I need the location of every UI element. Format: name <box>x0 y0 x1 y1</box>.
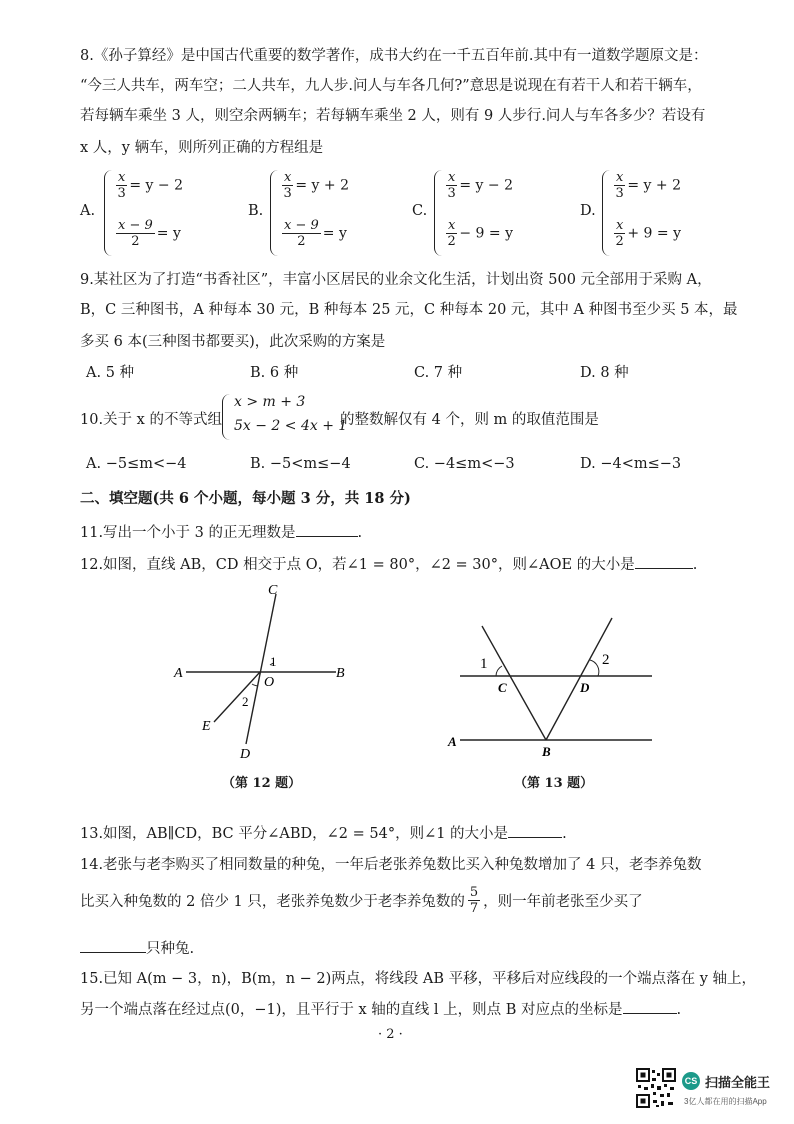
inequality-system <box>222 394 348 440</box>
answer-blank[interactable] <box>635 568 693 569</box>
equation-system: $\frac{x}{3}$ = y + 2 $\frac{x}{2}$ + 9 = y <box>602 170 722 256</box>
q10-suffix: 的整数解仅有 4 个，则 m 的取值范围是 <box>340 412 599 428</box>
q10-option-b: B. −5<m≤−4 <box>250 456 351 472</box>
qr-code-icon <box>636 1068 676 1108</box>
label-angle-1: 1 <box>270 654 277 669</box>
label-angle-1: 1 <box>480 656 488 672</box>
brace <box>270 170 279 256</box>
scanner-tagline: 3亿人都在用的扫描App <box>684 1097 767 1106</box>
q15-end: . <box>676 1002 682 1018</box>
q12-end: . <box>692 557 698 573</box>
q14-line2 <box>80 885 643 916</box>
q8-line3: 若每辆车乘坐 3 人，则空余两辆车；若每辆车乘坐 2 人，则有 9 人步行.问人与车各多少？若设有 <box>80 108 706 124</box>
q15-line1: 15.已知 A(m − 3，n)，B(m，n − 2)两点，将线段 AB 平移，平移后对应线段的一个端点落在 y 轴上， <box>80 971 757 987</box>
figure-12 <box>160 580 380 780</box>
label-o: O <box>264 675 275 690</box>
ray-oe <box>214 672 260 722</box>
q12-text: 12.如图，直线 AB，CD 相交于点 O，若∠1 = 80°，∠2 = 30°，则∠AOE 的大小是 <box>80 557 635 573</box>
answer-blank[interactable] <box>623 1013 677 1014</box>
q13 <box>80 822 567 843</box>
inequality-2: 5x − 2 < 4x + 1 <box>234 418 348 434</box>
label-d: D <box>240 747 251 762</box>
q8-line2: “今三人共车，两车空；二人共车，九人步.问人与车各几何?”意思是说现在有若干人和若干辆车， <box>80 78 702 94</box>
scanner-logo-icon: CS <box>682 1072 700 1090</box>
answer-blank[interactable] <box>296 536 358 537</box>
label-c: C <box>498 680 507 695</box>
q8-line4: x 人，y 辆车，则所列正确的方程组是 <box>80 140 324 156</box>
q9-option-d: D. 8 种 <box>580 365 629 381</box>
equation-system: $\frac{x}{3}$ = y + 2 $\frac{x - 9}{2}$ = y <box>270 170 390 256</box>
q10-option-a: A. −5≤m<−4 <box>86 456 187 472</box>
label-angle-2: 2 <box>242 694 249 709</box>
q8-line1: 8.《孙子算经》是中国古代重要的数学著作，成书大约在一千五百年前.其中有一道数学题原文是： <box>80 48 708 64</box>
angle-2-arc <box>590 660 599 676</box>
q13-end: . <box>562 826 567 842</box>
answer-blank[interactable] <box>80 952 146 953</box>
q10-option-c: C. −4≤m<−3 <box>414 456 515 472</box>
inequality-1: x > m + 3 <box>234 394 306 410</box>
q9-line2: B，C 三种图书，A 种每本 30 元，B 种每本 25 元，C 种每本 20 元，其中 A 种图书至少买 5 本，最 <box>80 302 738 318</box>
section-heading: 二、填空题(共 6 个小题，每小题 3 分，共 18 分) <box>80 490 411 507</box>
q10-option-d: D. −4<m≤−3 <box>580 456 682 472</box>
q14-line3 <box>80 937 194 958</box>
caption-fig12: （第 12 题） <box>222 776 302 791</box>
brace <box>602 170 611 256</box>
q15-line2 <box>80 998 681 1019</box>
q10-prefix: 10.关于 x 的不等式组 <box>80 412 222 428</box>
label-angle-2: 2 <box>602 652 610 668</box>
q9-option-a: A. 5 种 <box>86 365 135 381</box>
option-label: A. <box>80 203 96 219</box>
q9-option-b: B. 6 种 <box>250 365 299 381</box>
segment-b-left <box>482 626 546 740</box>
page-number: · 2 · <box>378 1027 403 1042</box>
brace <box>222 394 231 440</box>
q12 <box>80 553 697 574</box>
label-b: B <box>542 744 551 759</box>
q14-line2b: ，则一年前老张至少买了 <box>483 894 643 910</box>
q14-line1: 14.老张与老李购买了相同数量的种兔，一年后老张养兔数比买入种兔数增加了 4 只，老李养兔数 <box>80 857 702 873</box>
scanner-brand: 扫描全能王 <box>705 1075 771 1090</box>
option-label: C. <box>412 203 428 219</box>
q13-text: 13.如图，AB∥CD，BC 平分∠ABD，∠2 = 54°，则∠1 的大小是 <box>80 826 509 842</box>
answer-blank[interactable] <box>508 837 562 838</box>
fraction-5-7: $\frac{5}{7}$ <box>469 885 479 916</box>
q14-line2a: 比买入种兔数的 2 倍少 1 只，老张养兔数少于老李养兔数的 <box>80 894 465 910</box>
label-a: A <box>174 666 183 681</box>
line-cd <box>246 594 276 744</box>
q9-option-c: C. 7 种 <box>414 365 463 381</box>
label-d: D <box>580 680 590 695</box>
q11 <box>80 521 362 542</box>
label-e: E <box>202 719 211 734</box>
q11-text: 11.写出一个小于 3 的正无理数是 <box>80 525 296 541</box>
brace <box>434 170 443 256</box>
brace <box>104 170 113 256</box>
label-b: B <box>336 666 345 681</box>
segment-b-right <box>546 618 612 740</box>
angle-1-arc <box>496 666 502 676</box>
q11-end: . <box>357 525 363 541</box>
label-c: C <box>268 583 278 598</box>
option-label: B. <box>248 203 264 219</box>
label-a: A <box>448 734 457 749</box>
q9-line3: 多买 6 本(三种图书都要买)，此次采购的方案是 <box>80 334 386 350</box>
caption-fig13: （第 13 题） <box>514 776 594 791</box>
equation-system: $\frac{x}{3}$ = y − 2 $\frac{x - 9}{2}$ = y <box>104 170 224 256</box>
q9-line1: 9.某社区为了打造“书香社区”，丰富小区居民的业余文化生活，计划出资 500 元全部用于采购 A， <box>80 272 712 288</box>
q15-line2-text: 另一个端点落在经过点(0，−1)，且平行于 x 轴的直线 l 上，则点 B 对应点的坐标是 <box>80 1002 623 1018</box>
equation-system: $\frac{x}{3}$ = y − 2 $\frac{x}{2}$ − 9 = y <box>434 170 554 256</box>
option-label: D. <box>580 203 596 219</box>
q14-line3-text: 只种兔. <box>146 941 195 957</box>
figure-13 <box>440 610 670 770</box>
